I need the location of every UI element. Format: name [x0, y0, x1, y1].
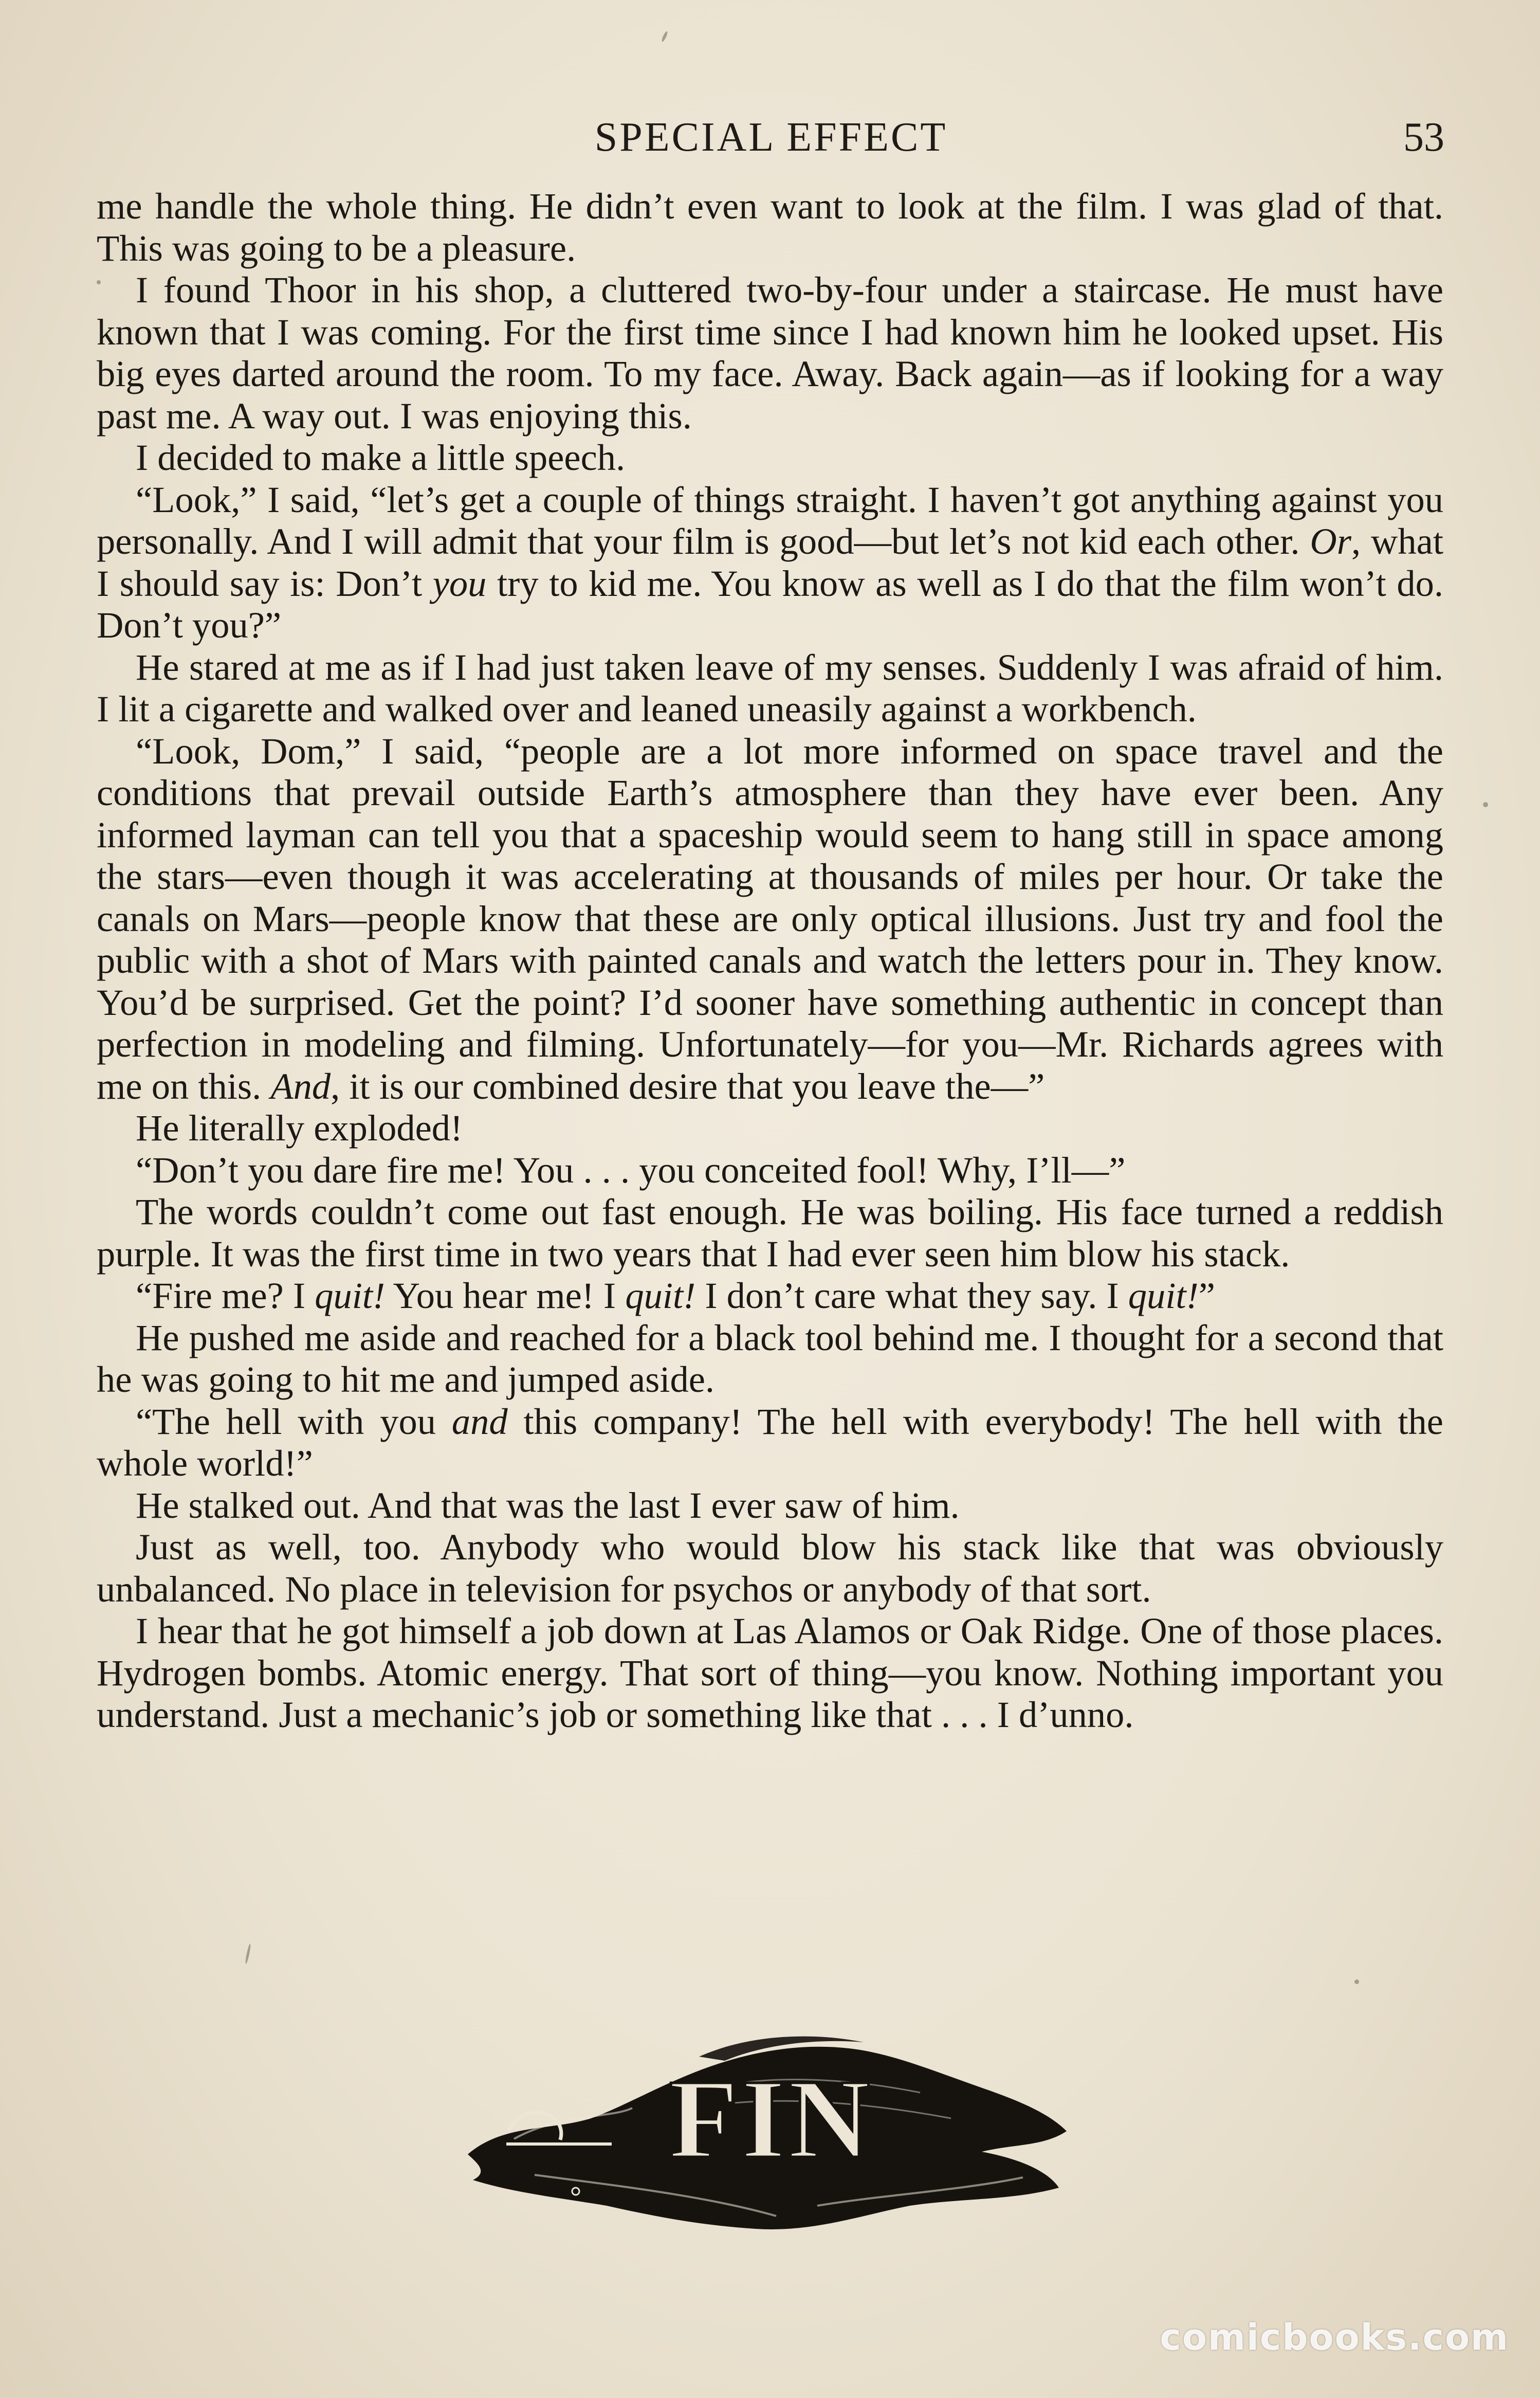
paragraph — [97, 1401, 1443, 1484]
paragraph-text: “Look, Dom,” I said, “people are a lot more informed on space travel and the conditions that prevail outside Earth’s atmosphere than they have ever been. Any informed layman can tell you that a spaceship would seem to hang still in space among the stars—even though it was accelerating at thousands of miles per hour. Or take the canals on Mars—people know that these are only optical illusions. Just try and fool the public with a shot of Mars with painted canals and watch the letters pour in. They know. You’d be surprised. Get the point? I’d sooner have something authentic in concept than perfection in modeling and filming. Unfortunately—for you—Mr. Richards agrees with me on this. — [97, 730, 1443, 1107]
italic-text: and — [451, 1400, 508, 1442]
paragraph-text: “Fire me? I — [136, 1275, 315, 1316]
paper-speck — [1354, 1979, 1359, 1984]
paragraph-text: He pushed me aside and reached for a black tool behind me. I thought for a second that he was going to hit me and jumped aside. — [97, 1316, 1443, 1400]
paragraph-text: The words couldn’t come out fast enough. He was boiling. His face turned a reddish purple. It was the first time in two years that I had ever seen him blow his stack. — [97, 1191, 1443, 1275]
italic-text: quit! — [625, 1275, 696, 1316]
paragraph-text: “Don’t you dare fire me! You . . . you conceited fool! Why, I’ll—” — [136, 1149, 1126, 1191]
paragraph — [97, 1107, 1443, 1149]
story-text — [97, 185, 1443, 1736]
paragraph — [97, 1191, 1443, 1275]
italic-text: quit! — [315, 1275, 386, 1316]
paragraph-text: this company! The hell with everybody! The hell with the whole world!” — [97, 1400, 1443, 1484]
paragraph-text: He stared at me as if I had just taken leave of my senses. Suddenly I was afraid of him. I lit a cigarette and walked over and leaned uneasily against a workbench. — [97, 646, 1443, 730]
paper-speck — [661, 31, 669, 42]
fin-emblem — [457, 2021, 1074, 2237]
italic-text: you — [432, 562, 487, 604]
paragraph — [97, 269, 1443, 437]
paragraph-text: He literally exploded! — [136, 1107, 463, 1149]
page-header — [98, 114, 1444, 166]
paragraph-text: I hear that he got himself a job down at Las Alamos or Oak Ridge. One of those places. Hydrogen bombs. Atomic energy. That sort of thing—you know. Nothing important you understand. Just a mechanic’s job or something like that . . . I d’unno. — [97, 1610, 1443, 1735]
italic-text: Or — [1310, 520, 1351, 562]
paragraph — [97, 479, 1443, 646]
paragraph — [97, 646, 1443, 730]
paragraph — [97, 1526, 1443, 1610]
italic-text: And — [270, 1065, 331, 1107]
paragraph-text: me handle the whole thing. He didn’t even want to look at the film. I was glad of that. This was going to be a pleasure. — [97, 185, 1443, 269]
paragraph — [97, 1484, 1443, 1527]
paragraph-text: , what I should say is: Don’t — [97, 520, 1443, 604]
paragraph — [97, 1317, 1443, 1401]
paper-speck — [245, 1943, 251, 1964]
paragraph — [97, 1149, 1443, 1191]
paragraph-text: “Look,” I said, “let’s get a couple of things straight. I haven’t got anything against you personally. And I will admit that your film is good—but let’s not kid each other. — [97, 478, 1443, 562]
paper-speck — [1483, 802, 1488, 807]
paragraph — [97, 730, 1443, 1107]
page-number: 53 — [1403, 115, 1444, 160]
paragraph-text: , it is our combined desire that you leave the—” — [331, 1065, 1045, 1107]
paragraph — [97, 1610, 1443, 1736]
paragraph-text: I don’t care what they say. I — [695, 1275, 1128, 1316]
paragraph-text: You hear me! I — [385, 1275, 626, 1316]
paragraph-text: “The hell with you — [136, 1400, 452, 1442]
paragraph-text: try to kid me. You know as well as I do that the film won’t do. Don’t you?” — [97, 562, 1443, 646]
paragraph — [97, 1275, 1443, 1317]
paragraph — [97, 185, 1443, 269]
watermark: comicbooks.com — [1160, 2316, 1509, 2358]
fin-letters: FIN — [669, 2056, 873, 2182]
italic-text: quit! — [1128, 1275, 1199, 1316]
paragraph — [97, 437, 1443, 479]
paragraph-text: Just as well, too. Anybody who would blow his stack like that was obviously unbalanced. No place in television for psychos or anybody of that sort. — [97, 1526, 1443, 1610]
paragraph-text: He stalked out. And that was the last I ever saw of him. — [136, 1484, 960, 1526]
running-title: SPECIAL EFFECT — [594, 115, 948, 160]
paragraph-text: I decided to make a little speech. — [136, 437, 626, 478]
paragraph-text: I found Thoor in his shop, a cluttered two-by-four under a staircase. He must have known that I was coming. For the first time since I had known him he looked upset. His big eyes darted around the room. To my face. Away. Back again—as if looking for a way past me. A way out. I was enjoying this. — [97, 269, 1443, 437]
paragraph-text: ” — [1198, 1275, 1215, 1316]
